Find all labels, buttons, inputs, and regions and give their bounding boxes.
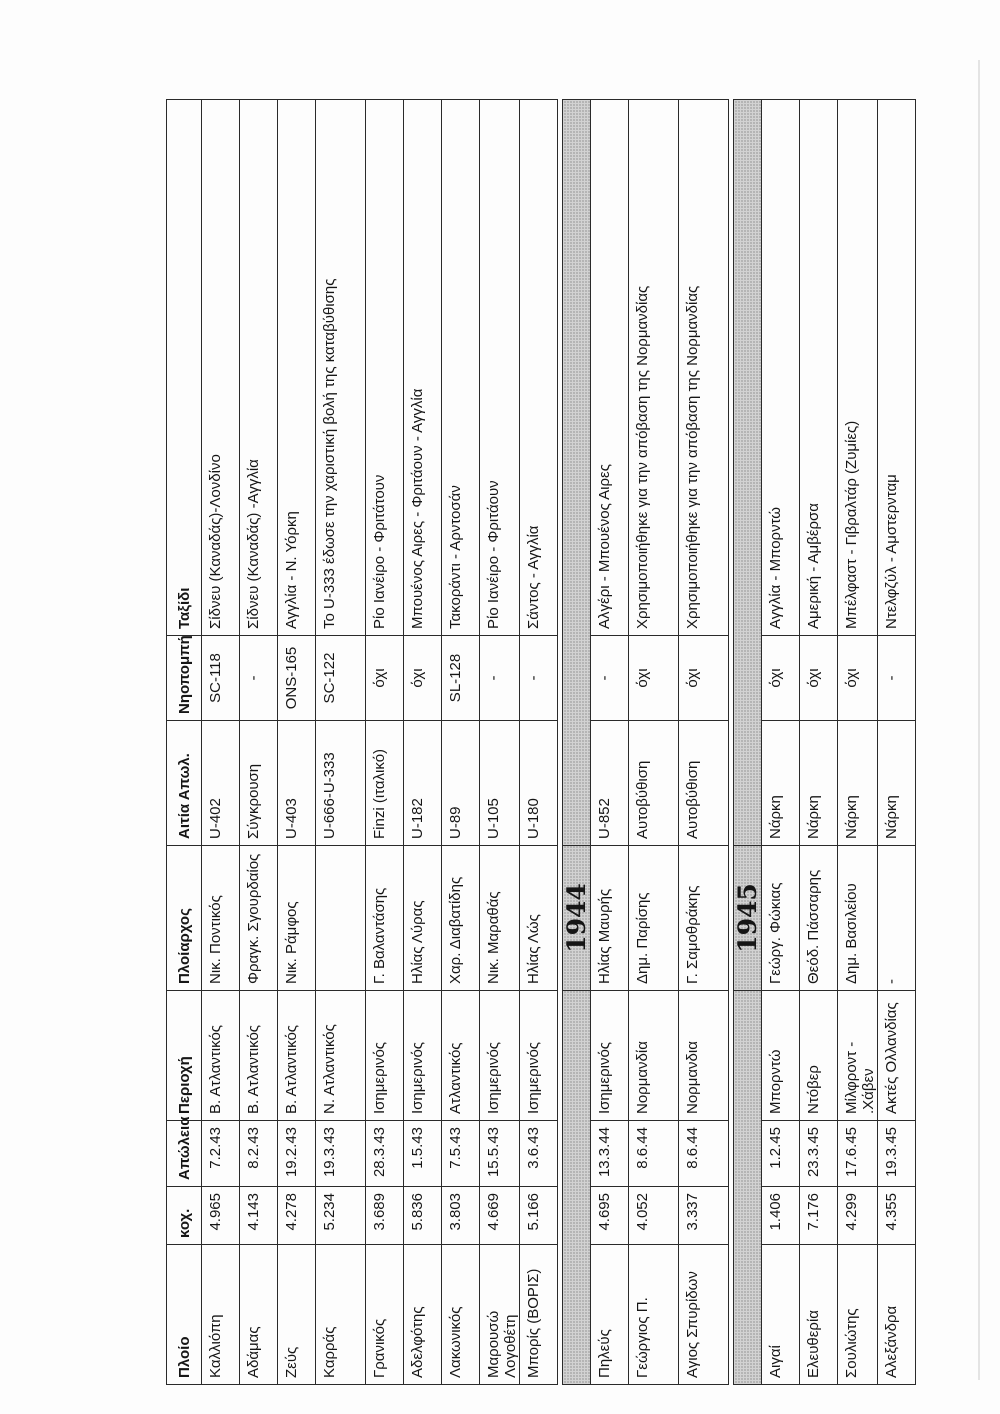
cell-tonnage: 5.234 xyxy=(316,1187,366,1245)
cell-area: Ισημερινός xyxy=(366,991,404,1121)
cell-captain: Ηλίας Λώς xyxy=(520,846,558,991)
cell-ship: Αιγαί xyxy=(762,1245,800,1385)
table-row xyxy=(629,100,679,1385)
cell-voyage: Το U-333 έδωσε την χαριστική βολή της καταβύθισης xyxy=(316,100,366,636)
cell-loss-date: 8.6.44 xyxy=(629,1121,679,1187)
cell-area: Ισημερινός xyxy=(404,991,442,1121)
cell-ship: Αδάμας xyxy=(240,1245,278,1385)
cell-ship: Αγιος Σπυρίδων xyxy=(679,1245,729,1385)
cell-loss-date: 17.6.45 xyxy=(838,1121,878,1187)
cell-cause: Αυτοβύθιση xyxy=(679,721,729,846)
cell-cause: U-105 xyxy=(480,721,520,846)
cell-area: Β. Ατλαντικός xyxy=(278,991,316,1121)
cell-loss-date: 23.3.45 xyxy=(800,1121,838,1187)
cell-voyage: Σίδνευ (Καναδάς)-Λονδίνο xyxy=(202,100,240,636)
cell-voyage: Αγγλία - Μπορντώ xyxy=(762,100,800,636)
cell-tonnage: 4.143 xyxy=(240,1187,278,1245)
cell-convoy: SC-122 xyxy=(316,636,366,721)
header-row xyxy=(167,100,202,1385)
cell-tonnage: 5.836 xyxy=(404,1187,442,1245)
cell-voyage: Χρησιμοποιήθηκε για την απόβαση της Νορμανδίας xyxy=(629,100,679,636)
cell-cause: U-852 xyxy=(591,721,629,846)
table-row xyxy=(404,100,442,1385)
cell-loss-date: 7.5.43 xyxy=(442,1121,480,1187)
table-row xyxy=(838,100,878,1385)
table-row xyxy=(202,100,240,1385)
cell-tonnage: 4.695 xyxy=(591,1187,629,1245)
header-cause: Αιτία Απωλ. xyxy=(167,721,202,846)
cell-loss-date: 28.3.43 xyxy=(366,1121,404,1187)
cell-voyage: Μπέλφαστ - Γιβραλτάρ (Ζυμίες) xyxy=(838,100,878,636)
cell-area: Ντόβερ xyxy=(800,991,838,1121)
year-label: 1945 xyxy=(734,846,762,991)
cell-tonnage: 3.803 xyxy=(442,1187,480,1245)
cell-loss-date: 1.2.45 xyxy=(762,1121,800,1187)
cell-captain: - xyxy=(878,846,916,991)
cell-cause: Αυτοβύθιση xyxy=(629,721,679,846)
cell-cause: U-182 xyxy=(404,721,442,846)
table-row xyxy=(366,100,404,1385)
cell-voyage: Μπουένος Αιρες - Φριτάουν - Αγγλία xyxy=(404,100,442,636)
cell-ship: Γεώργιος Π. xyxy=(629,1245,679,1385)
table-body xyxy=(202,100,916,1385)
cell-area: Ισημερινός xyxy=(480,991,520,1121)
year-row xyxy=(734,100,762,1385)
cell-area: Ακτές Ολλανδίας xyxy=(878,991,916,1121)
cell-convoy: ONS-165 xyxy=(278,636,316,721)
cell-area: Μίλφροντ - .Χάβεν xyxy=(838,991,878,1121)
cell-voyage: Αμερική - Αμβέρσα xyxy=(800,100,838,636)
cell-cause: U-180 xyxy=(520,721,558,846)
cell-cause: U-403 xyxy=(278,721,316,846)
cell-tonnage: 1.406 xyxy=(762,1187,800,1245)
cell-area: Ισημερινός xyxy=(591,991,629,1121)
cell-cause: Σύγκρουση xyxy=(240,721,278,846)
cell-tonnage: 4.299 xyxy=(838,1187,878,1245)
cell-tonnage: 3.689 xyxy=(366,1187,404,1245)
cell-loss-date: 8.6.44 xyxy=(679,1121,729,1187)
header-ship: Πλοίο xyxy=(167,1245,202,1385)
cell-ship: Πηλεύς xyxy=(591,1245,629,1385)
cell-voyage: Αλγέρι - Μπουένος Αιρες xyxy=(591,100,629,636)
table-row xyxy=(800,100,838,1385)
cell-cause: U-89 xyxy=(442,721,480,846)
cell-area: Νορμανδια xyxy=(679,991,729,1121)
cell-ship: Ζεύς xyxy=(278,1245,316,1385)
cell-ship: Αδελφότης xyxy=(404,1245,442,1385)
cell-tonnage: 3.337 xyxy=(679,1187,729,1245)
cell-ship: Λακωνικός xyxy=(442,1245,480,1385)
cell-captain: Θεόδ. Πάσσαρης xyxy=(800,846,838,991)
cell-voyage: Αγγλία - Ν. Υόρκη xyxy=(278,100,316,636)
cell-voyage: Ρίο Ιανέιρο - Φριτάτουν xyxy=(366,100,404,636)
cell-convoy: - xyxy=(520,636,558,721)
cell-tonnage: 5.166 xyxy=(520,1187,558,1245)
table-row xyxy=(316,100,366,1385)
cell-captain: Νικ. Ράμφος xyxy=(278,846,316,991)
table-row xyxy=(520,100,558,1385)
cell-voyage: Ρίο Ιανέιρο - Φριτάουν xyxy=(480,100,520,636)
cell-tonnage: 7.176 xyxy=(800,1187,838,1245)
cell-convoy: όχι xyxy=(404,636,442,721)
cell-loss-date: 3.6.43 xyxy=(520,1121,558,1187)
cell-cause: Νάρκη xyxy=(762,721,800,846)
cell-convoy: SC-118 xyxy=(202,636,240,721)
cell-area: Β. Ατλαντικός xyxy=(240,991,278,1121)
cell-voyage: Χρησιμοποιήθηκε για την απόβαση της Νορμανδίας xyxy=(679,100,729,636)
cell-convoy: όχι xyxy=(679,636,729,721)
cell-captain: Νικ. Ποντικός xyxy=(202,846,240,991)
cell-tonnage: 4.965 xyxy=(202,1187,240,1245)
cell-captain: Δημ. Βασιλείου xyxy=(838,846,878,991)
table-row xyxy=(762,100,800,1385)
year-shade xyxy=(563,991,591,1385)
cell-ship: Μπορίς (ΒΟΡΙΣ) xyxy=(520,1245,558,1385)
table-row xyxy=(442,100,480,1385)
cell-ship: Μαρουσώ Λογοθέτη xyxy=(480,1245,520,1385)
cell-ship: Γρανικός xyxy=(366,1245,404,1385)
year-shade xyxy=(563,100,591,846)
cell-convoy: όχι xyxy=(800,636,838,721)
cell-tonnage: 4.278 xyxy=(278,1187,316,1245)
cell-captain: Δημ. Παρίσης xyxy=(629,846,679,991)
cell-voyage: Σάντος - Αγγλία xyxy=(520,100,558,636)
cell-convoy: SL-128 xyxy=(442,636,480,721)
cell-convoy: όχι xyxy=(629,636,679,721)
cell-captain xyxy=(316,846,366,991)
cell-captain: Γεώργ. Φώκιας xyxy=(762,846,800,991)
cell-voyage: Σίδνευ (Καναδάς) -Αγγλία xyxy=(240,100,278,636)
year-shade xyxy=(734,100,762,846)
cell-cause: Νάρκη xyxy=(800,721,838,846)
header-voyage: Ταξίδι xyxy=(167,100,202,636)
cell-captain: Γ. Σαμοθράκης xyxy=(679,846,729,991)
header-tonnage: κοχ. xyxy=(167,1187,202,1245)
cell-convoy: - xyxy=(878,636,916,721)
cell-voyage: Τακοράντι - Αρντοσάν xyxy=(442,100,480,636)
cell-area: Β. Ατλαντικός xyxy=(202,991,240,1121)
cell-captain: Ηλίας Λύρας xyxy=(404,846,442,991)
rotated-table-wrapper xyxy=(166,100,900,1385)
header-convoy: Νηοπομπή xyxy=(167,636,202,721)
cell-cause: U-402 xyxy=(202,721,240,846)
header-captain: Πλοίαρχος xyxy=(167,846,202,991)
year-label: 1944 xyxy=(563,846,591,991)
cell-convoy: - xyxy=(240,636,278,721)
ship-losses-table xyxy=(166,99,916,1385)
cell-convoy: - xyxy=(480,636,520,721)
table-row xyxy=(679,100,729,1385)
cell-cause: U-666-U-333 xyxy=(316,721,366,846)
table-row xyxy=(278,100,316,1385)
header-area: Περιοχή xyxy=(167,991,202,1121)
cell-tonnage: 4.355 xyxy=(878,1187,916,1245)
table-row xyxy=(878,100,916,1385)
cell-voyage: Ντελφζύλ - Αμστερνταμ xyxy=(878,100,916,636)
cell-captain: Νικ. Μαραθάς xyxy=(480,846,520,991)
cell-loss-date: 8.2.43 xyxy=(240,1121,278,1187)
year-row xyxy=(563,100,591,1385)
cell-captain: Φραγκ. Σγουρδαίος xyxy=(240,846,278,991)
cell-captain: Γ. Βαλαντάσης xyxy=(366,846,404,991)
cell-loss-date: 1.5.43 xyxy=(404,1121,442,1187)
cell-ship: Καλλιόπη xyxy=(202,1245,240,1385)
cell-loss-date: 7.2.43 xyxy=(202,1121,240,1187)
cell-loss-date: 19.2.43 xyxy=(278,1121,316,1187)
cell-loss-date: 19.3.45 xyxy=(878,1121,916,1187)
cell-cause: Finzi (ιταλικό) xyxy=(366,721,404,846)
cell-ship: Ελευθερία xyxy=(800,1245,838,1385)
cell-convoy: όχι xyxy=(366,636,404,721)
cell-cause: Νάρκη xyxy=(838,721,878,846)
table-row xyxy=(480,100,520,1385)
cell-area: Μπορντώ xyxy=(762,991,800,1121)
table-row xyxy=(591,100,629,1385)
cell-convoy: - xyxy=(591,636,629,721)
cell-ship: Καρράς xyxy=(316,1245,366,1385)
cell-ship: Αλεξάνδρα xyxy=(878,1245,916,1385)
cell-tonnage: 4.052 xyxy=(629,1187,679,1245)
cell-ship: Σουλιώτης xyxy=(838,1245,878,1385)
cell-area: Ατλαντικός xyxy=(442,991,480,1121)
cell-loss-date: 19.3.43 xyxy=(316,1121,366,1187)
cell-captain: Ηλίας Μαυρής xyxy=(591,846,629,991)
cell-loss-date: 15.5.43 xyxy=(480,1121,520,1187)
cell-area: Νορμανδία xyxy=(629,991,679,1121)
cell-area: Ισημερινός xyxy=(520,991,558,1121)
cell-cause: Νάρκη xyxy=(878,721,916,846)
year-shade xyxy=(734,991,762,1385)
cell-loss-date: 13.3.44 xyxy=(591,1121,629,1187)
header-loss-date: Απώλεια xyxy=(167,1121,202,1187)
cell-convoy: όχι xyxy=(762,636,800,721)
cell-captain: Χαρ. Διαβατίδης xyxy=(442,846,480,991)
cell-area: Ν. Ατλαντικός xyxy=(316,991,366,1121)
table-row xyxy=(240,100,278,1385)
cell-tonnage: 4.669 xyxy=(480,1187,520,1245)
scan-edge xyxy=(978,60,980,1380)
cell-convoy: όχι xyxy=(838,636,878,721)
